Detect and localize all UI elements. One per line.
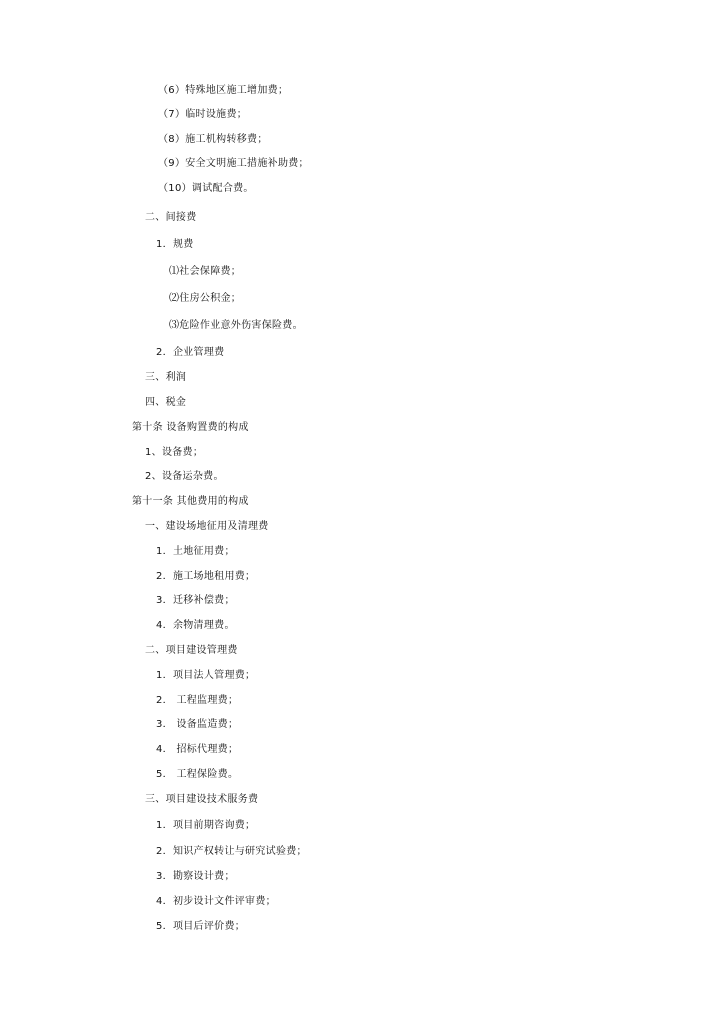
text-line: （6）特殊地区施工增加费；: [158, 85, 289, 96]
text-line: 4．初步设计文件评审费；: [156, 896, 276, 907]
text-line: 1．项目法人管理费；: [156, 670, 256, 681]
text-line: 1．土地征用费；: [156, 546, 235, 557]
text-line: ⑴社会保障费；: [169, 266, 242, 277]
text-line: 4．余物清理费。: [156, 620, 235, 631]
section-heading: 四、税金: [145, 397, 187, 408]
text-line: 3．迁移补偿费；: [156, 595, 235, 606]
text-line: 2．知识产权转让与研究试验费；: [156, 846, 307, 857]
text-line: 2、设备运杂费。: [145, 471, 224, 482]
text-line: （9）安全文明施工措施补助费；: [158, 158, 309, 169]
section-heading: 一、建设场地征用及清理费: [145, 521, 269, 532]
section-heading: 二、项目建设管理费: [145, 645, 238, 656]
text-line: 1．项目前期咨询费；: [156, 820, 256, 831]
article-heading: 第十条 设备购置费的构成: [132, 422, 249, 433]
section-heading: 三、利润: [145, 372, 187, 383]
text-line: ⑵住房公积金；: [169, 293, 242, 304]
text-line: 2．企业管理费: [156, 347, 225, 358]
text-line: 1、设备费；: [145, 447, 204, 458]
text-line: 4． 招标代理费；: [156, 744, 239, 755]
section-heading: 三、项目建设技术服务费: [145, 794, 259, 805]
text-line: 2．施工场地租用费；: [156, 571, 256, 582]
text-line: 3．勘察设计费；: [156, 871, 235, 882]
text-line: 5．项目后评价费；: [156, 921, 246, 932]
text-line: （7）临时设施费；: [158, 109, 248, 120]
text-line: 1．规费: [156, 239, 194, 250]
text-line: （8）施工机构转移费；: [158, 134, 268, 145]
section-heading: 二、间接费: [145, 212, 197, 223]
text-line: 2． 工程监理费；: [156, 695, 239, 706]
article-heading: 第十一条 其他费用的构成: [132, 496, 249, 507]
text-line: 5． 工程保险费。: [156, 769, 239, 780]
text-line: 3． 设备监造费；: [156, 719, 239, 730]
text-line: （10）调试配合费。: [158, 183, 254, 194]
text-line: ⑶危险作业意外伤害保险费。: [169, 320, 303, 331]
